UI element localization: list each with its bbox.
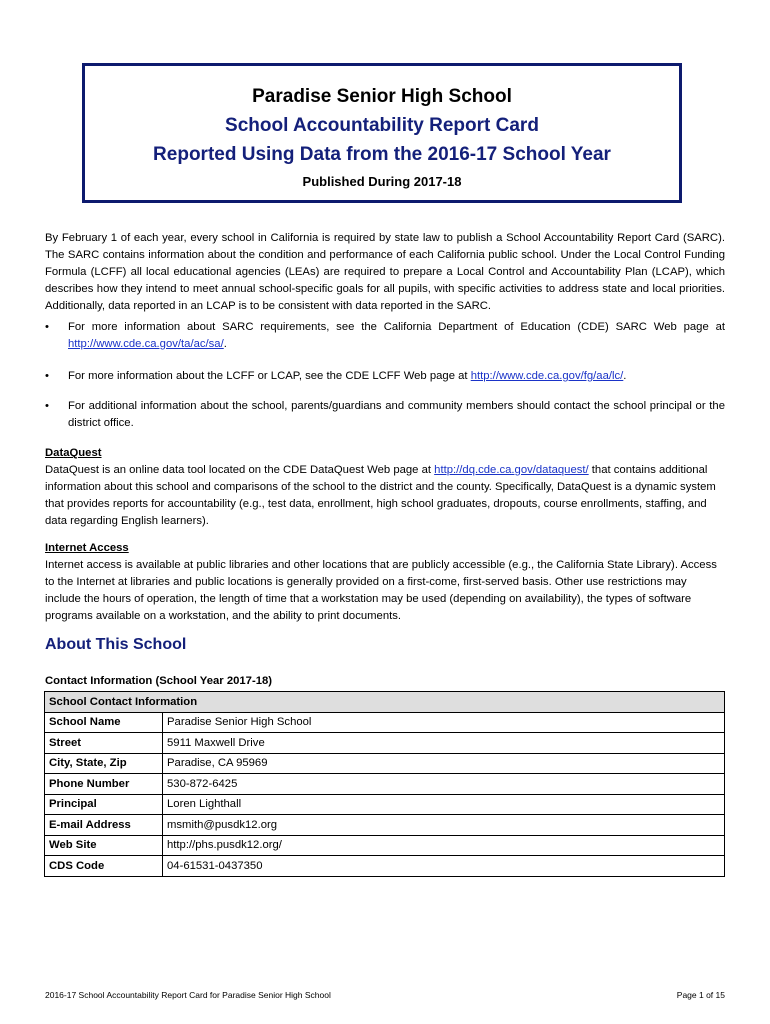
bullet-text (68, 368, 725, 385)
row-value: Paradise Senior High School (163, 712, 725, 733)
row-label: Web Site (45, 835, 163, 856)
published-subtitle: Published During 2017-18 (302, 174, 462, 189)
table-row (45, 712, 725, 733)
row-value: 5911 Maxwell Drive (163, 733, 725, 754)
dataquest-text (45, 462, 725, 530)
row-label: E-mail Address (45, 815, 163, 836)
row-label: Principal (45, 794, 163, 815)
internet-access-heading: Internet Access (45, 542, 129, 554)
table-row (45, 794, 725, 815)
table-row (45, 774, 725, 795)
table-header: School Contact Information (45, 692, 725, 713)
row-label: City, State, Zip (45, 753, 163, 774)
internet-access-section (45, 540, 725, 625)
row-label: CDS Code (45, 856, 163, 877)
table-row (45, 856, 725, 877)
bullet-label: For more information about the LCFF or LCAP, see the CDE LCFF Web page at (68, 370, 471, 382)
bullet-icon: • (45, 370, 49, 382)
contact-info-caption: Contact Information (School Year 2017-18) (45, 675, 273, 687)
row-value: msmith@pusdk12.org (163, 815, 725, 836)
table-row (45, 835, 725, 856)
lcff-link[interactable]: http://www.cde.ca.gov/fg/aa/lc/ (470, 370, 624, 382)
row-label: Street (45, 733, 163, 754)
contact-table (44, 691, 725, 877)
about-section-heading: About This School (45, 636, 187, 653)
dataquest-link[interactable]: http://dq.cde.ca.gov/dataquest/ (434, 464, 589, 476)
table-row (45, 733, 725, 754)
row-value: Paradise, CA 95969 (163, 753, 725, 774)
report-title: School Accountability Report Card (225, 115, 539, 136)
table-row (45, 753, 725, 774)
row-label: Phone Number (45, 774, 163, 795)
internet-access-text: Internet access is available at public libraries and other locations that are publicly accessible (e.g., the California State Library). Access to the Internet at libraries and public locations is generally provided on a first-come, first-served basis. Other use restrictions may include the hours of operation, the length of time that a workstation may be used (depending on availability), the types of software programs available on a workstation, and the ability to print documents. (45, 559, 717, 622)
bullet-text: For additional information about the school, parents/guardians and community members should contact the school principal or the district office. (68, 400, 725, 429)
bullet-text (68, 319, 725, 353)
dataquest-heading: DataQuest (45, 447, 102, 459)
bullet-suffix: . (223, 338, 227, 350)
bullet-icon: • (45, 321, 49, 333)
row-value: http://phs.pusdk12.org/ (163, 835, 725, 856)
intro-paragraph: By February 1 of each year, every school in California is required by state law to publish a School Accountability Report Card (SARC). The SARC contains information about the condition and performance of each California public school. Under the Local Control Funding Formula (LCFF) all local educational agencies (LEAs) are required to prepare a Local Control and Accountability Plan (LCAP), which describes how they intend to meet annual school-specific goals for all pupils, with specific activities to address state and local priorities. Additionally, data reported in an LCAP is to be consistent with data reported in the SARC. (45, 232, 725, 312)
table-header-row (45, 692, 725, 713)
bullet-label: For more information about SARC requirements, see the California Department of Education (CDE) SARC Web page at (68, 321, 725, 333)
dataquest-text-before: DataQuest is an online data tool located on the CDE DataQuest Web page at (45, 464, 435, 476)
title-box (82, 63, 682, 203)
row-value: 530-872-6425 (163, 774, 725, 795)
school-title: Paradise Senior High School (252, 86, 512, 107)
reported-subtitle: Reported Using Data from the 2016-17 School Year (153, 144, 611, 165)
dataquest-section (45, 445, 725, 530)
bullet-icon: • (45, 400, 49, 412)
row-value: 04-61531-0437350 (163, 856, 725, 877)
sarc-link[interactable]: http://www.cde.ca.gov/ta/ac/sa/ (68, 338, 224, 350)
row-value: Loren Lighthall (163, 794, 725, 815)
footer-document-title: 2016-17 School Accountability Report Card for Paradise Senior High School (45, 990, 331, 1000)
footer-page-number: Page 1 of 15 (676, 990, 725, 1000)
bullet-suffix: . (623, 370, 627, 382)
table-row (45, 815, 725, 836)
dataquest-text-after: that contains additional information about this school and comparisons of the school to the district and the county. Specifically, DataQuest is a dynamic system that provides reports for accountability (e.g., test data, enrollment, high school graduates, dropouts, course enrollments, staffing, and data regarding English learners). (45, 464, 716, 527)
row-label: School Name (45, 712, 163, 733)
